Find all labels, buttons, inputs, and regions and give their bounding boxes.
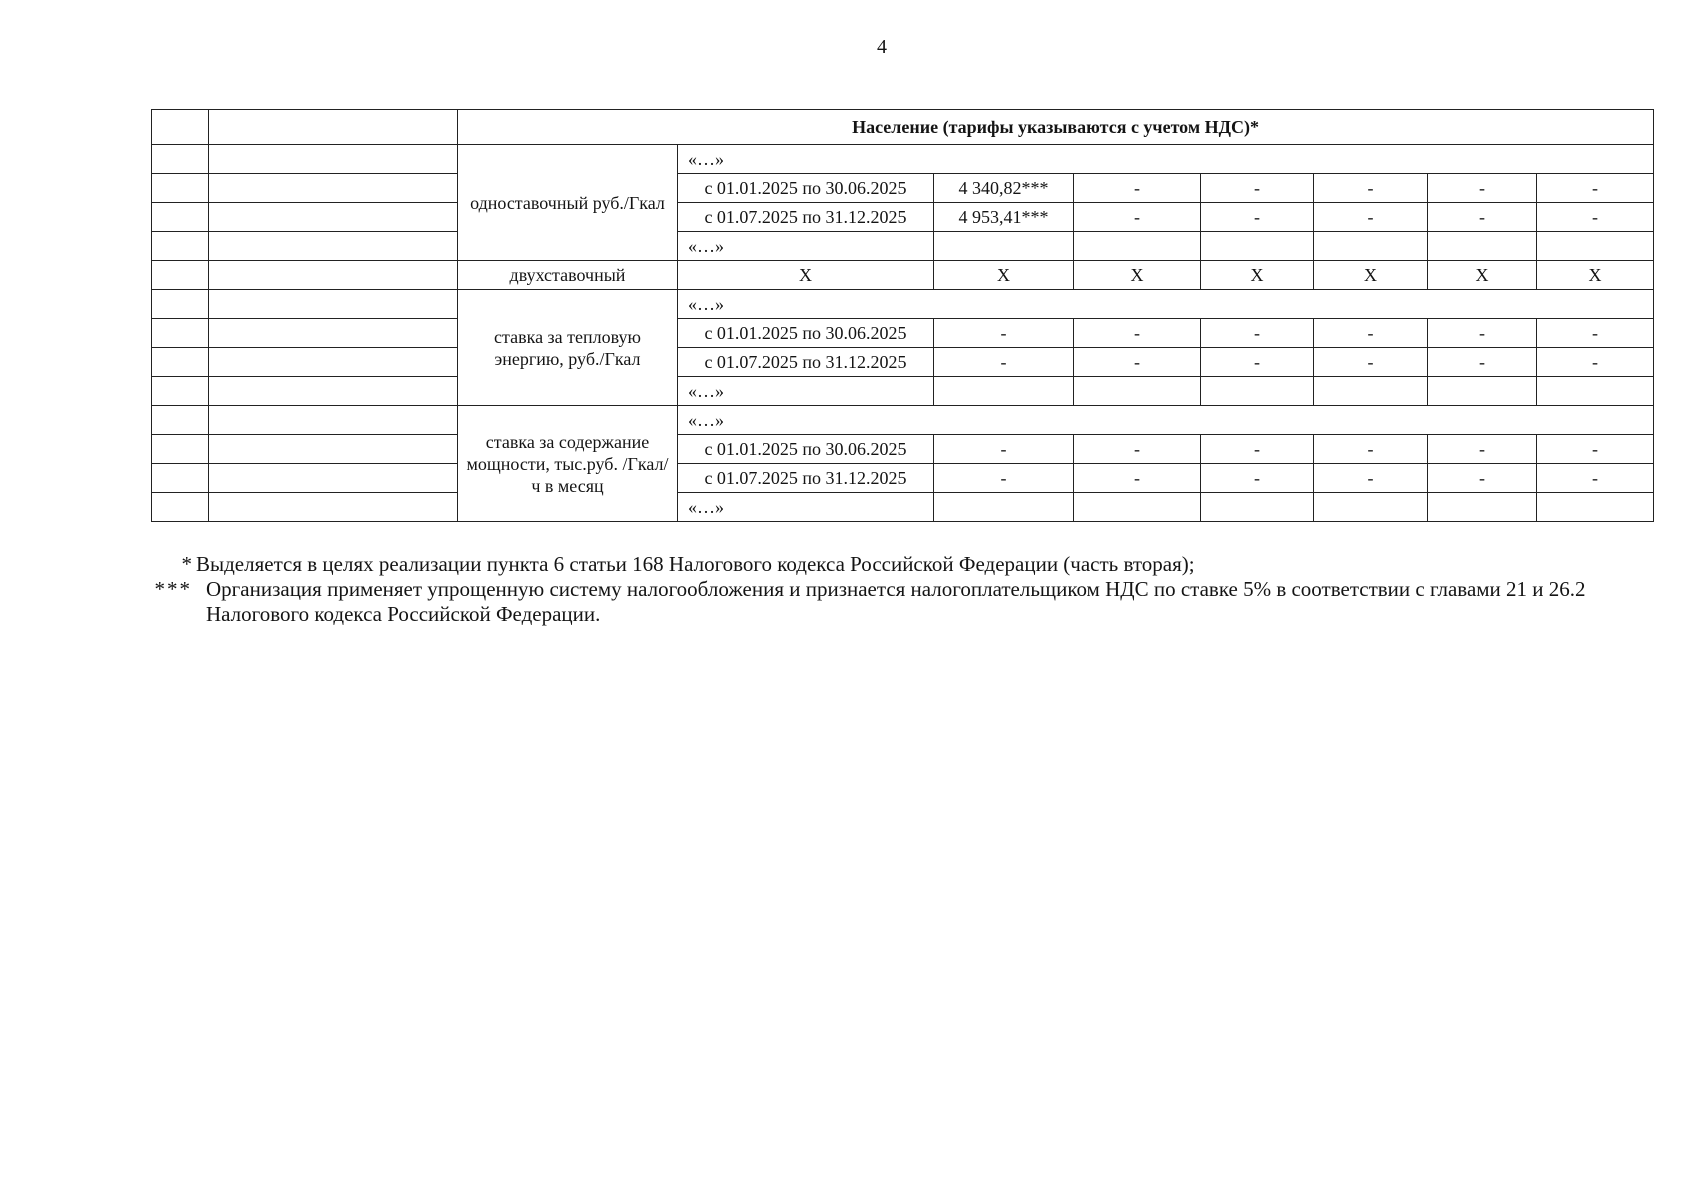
table-cell [1428, 493, 1537, 522]
value-cell: - [934, 348, 1074, 377]
footnote-text: Организация применяет упрощенную систему налогообложения и признается налогоплательщиком НДС по ставке 5% в соответствии с главами 21 и 26.2 Налогового кодекса Российской Федерации. [206, 577, 1586, 626]
table-cell [152, 319, 209, 348]
table-cell [209, 435, 458, 464]
table-cell [209, 110, 458, 145]
table-cell [209, 377, 458, 406]
heat-rate-label: ставка за тепловую энергию, руб./Гкал [458, 290, 678, 406]
value-cell: - [1314, 319, 1428, 348]
table-cell [1201, 493, 1314, 522]
value-cell: - [1314, 435, 1428, 464]
tariff-table [151, 109, 1654, 522]
table-row [152, 348, 1654, 377]
value-cell: - [1428, 435, 1537, 464]
table-cell [209, 261, 458, 290]
footnote-mark: *** [154, 577, 192, 601]
value-cell: X [678, 261, 934, 290]
table-cell [1537, 232, 1654, 261]
table-row [152, 493, 1654, 522]
ellipsis-marker: «…» [678, 377, 934, 406]
value-cell: - [1201, 174, 1314, 203]
ellipsis-marker: «…» [678, 290, 1654, 319]
table-row [152, 203, 1654, 232]
table-row [152, 261, 1654, 290]
table-cell [152, 435, 209, 464]
section-title: Население (тарифы указываются с учетом НДС)* [458, 110, 1654, 145]
table-cell [1201, 377, 1314, 406]
table-cell [934, 493, 1074, 522]
table-cell [209, 203, 458, 232]
value-cell: - [1428, 174, 1537, 203]
value-cell: - [1428, 319, 1537, 348]
value-cell: - [1314, 203, 1428, 232]
table-cell [152, 464, 209, 493]
ellipsis-marker: «…» [678, 406, 1654, 435]
value-cell: - [1537, 435, 1654, 464]
value-cell: - [1074, 435, 1201, 464]
table-row [152, 435, 1654, 464]
table-cell [209, 406, 458, 435]
value-cell: - [1314, 348, 1428, 377]
value-cell: - [1428, 464, 1537, 493]
value-cell: 4 953,41*** [934, 203, 1074, 232]
period-cell: с 01.07.2025 по 31.12.2025 [678, 348, 934, 377]
value-cell: - [1201, 348, 1314, 377]
period-cell: с 01.01.2025 по 30.06.2025 [678, 319, 934, 348]
value-cell: - [1074, 464, 1201, 493]
table-cell [152, 493, 209, 522]
value-cell: - [1537, 174, 1654, 203]
table-cell [934, 377, 1074, 406]
table-cell [1201, 232, 1314, 261]
table-row [152, 174, 1654, 203]
table-cell [1074, 377, 1201, 406]
footnote-tax-system [152, 577, 1652, 627]
table-cell [209, 319, 458, 348]
value-cell: X [1537, 261, 1654, 290]
table-cell [152, 232, 209, 261]
value-cell: - [1074, 319, 1201, 348]
ellipsis-marker: «…» [678, 493, 934, 522]
value-cell: - [1201, 319, 1314, 348]
table-row [152, 377, 1654, 406]
value-cell: - [1314, 174, 1428, 203]
value-cell: - [1201, 203, 1314, 232]
period-cell: с 01.01.2025 по 30.06.2025 [678, 435, 934, 464]
footnotes [152, 552, 1652, 627]
value-cell: - [1537, 348, 1654, 377]
period-cell: с 01.01.2025 по 30.06.2025 [678, 174, 934, 203]
value-cell: X [1314, 261, 1428, 290]
table-cell [152, 110, 209, 145]
value-cell: 4 340,82*** [934, 174, 1074, 203]
table-row [152, 406, 1654, 435]
value-cell: X [1428, 261, 1537, 290]
table-cell [1537, 377, 1654, 406]
value-cell: - [934, 464, 1074, 493]
value-cell: X [1201, 261, 1314, 290]
value-cell: - [934, 435, 1074, 464]
table-cell [1537, 493, 1654, 522]
table-cell [152, 406, 209, 435]
value-cell: - [1074, 348, 1201, 377]
table-row [152, 232, 1654, 261]
value-cell: - [1428, 203, 1537, 232]
table-row [152, 464, 1654, 493]
table-cell [1074, 493, 1201, 522]
table-cell [152, 203, 209, 232]
period-cell: с 01.07.2025 по 31.12.2025 [678, 203, 934, 232]
table-row [152, 319, 1654, 348]
table-row [152, 110, 1654, 145]
capacity-rate-label: ставка за содержание мощности, тыс.руб. /Гкал/ч в месяц [458, 406, 678, 522]
ellipsis-marker: «…» [678, 145, 1654, 174]
table-cell [209, 174, 458, 203]
table-cell [152, 348, 209, 377]
footnote-text: Выделяется в целях реализации пункта 6 статьи 168 Налогового кодекса Российской Федерации (часть вторая); [196, 552, 1195, 576]
table-cell [1428, 377, 1537, 406]
value-cell: - [934, 319, 1074, 348]
table-cell [1314, 232, 1428, 261]
table-cell [1074, 232, 1201, 261]
value-cell: - [1074, 174, 1201, 203]
table-cell [209, 290, 458, 319]
value-cell: - [1314, 464, 1428, 493]
footnote-mark: * [181, 552, 192, 576]
two-rate-label: двухставочный [458, 261, 678, 290]
ellipsis-marker: «…» [678, 232, 934, 261]
table-row [152, 145, 1654, 174]
value-cell: - [1428, 348, 1537, 377]
table-cell [209, 493, 458, 522]
value-cell: - [1537, 203, 1654, 232]
footnote-vat [152, 552, 1652, 577]
table-cell [152, 377, 209, 406]
table-cell [209, 348, 458, 377]
value-cell: - [1537, 464, 1654, 493]
table-row [152, 290, 1654, 319]
table-cell [1314, 493, 1428, 522]
table-cell [1428, 232, 1537, 261]
one-rate-label: одноставочный руб./Гкал [458, 145, 678, 261]
table-cell [152, 145, 209, 174]
table-cell [209, 464, 458, 493]
value-cell: - [1201, 435, 1314, 464]
value-cell: - [1074, 203, 1201, 232]
value-cell: X [1074, 261, 1201, 290]
table-cell [152, 174, 209, 203]
table-cell [1314, 377, 1428, 406]
table-cell [209, 232, 458, 261]
table-cell [152, 290, 209, 319]
value-cell: - [1201, 464, 1314, 493]
value-cell: X [934, 261, 1074, 290]
page-number: 4 [877, 36, 887, 58]
value-cell: - [1537, 319, 1654, 348]
period-cell: с 01.07.2025 по 31.12.2025 [678, 464, 934, 493]
table-cell [152, 261, 209, 290]
table-cell [209, 145, 458, 174]
table-cell [934, 232, 1074, 261]
